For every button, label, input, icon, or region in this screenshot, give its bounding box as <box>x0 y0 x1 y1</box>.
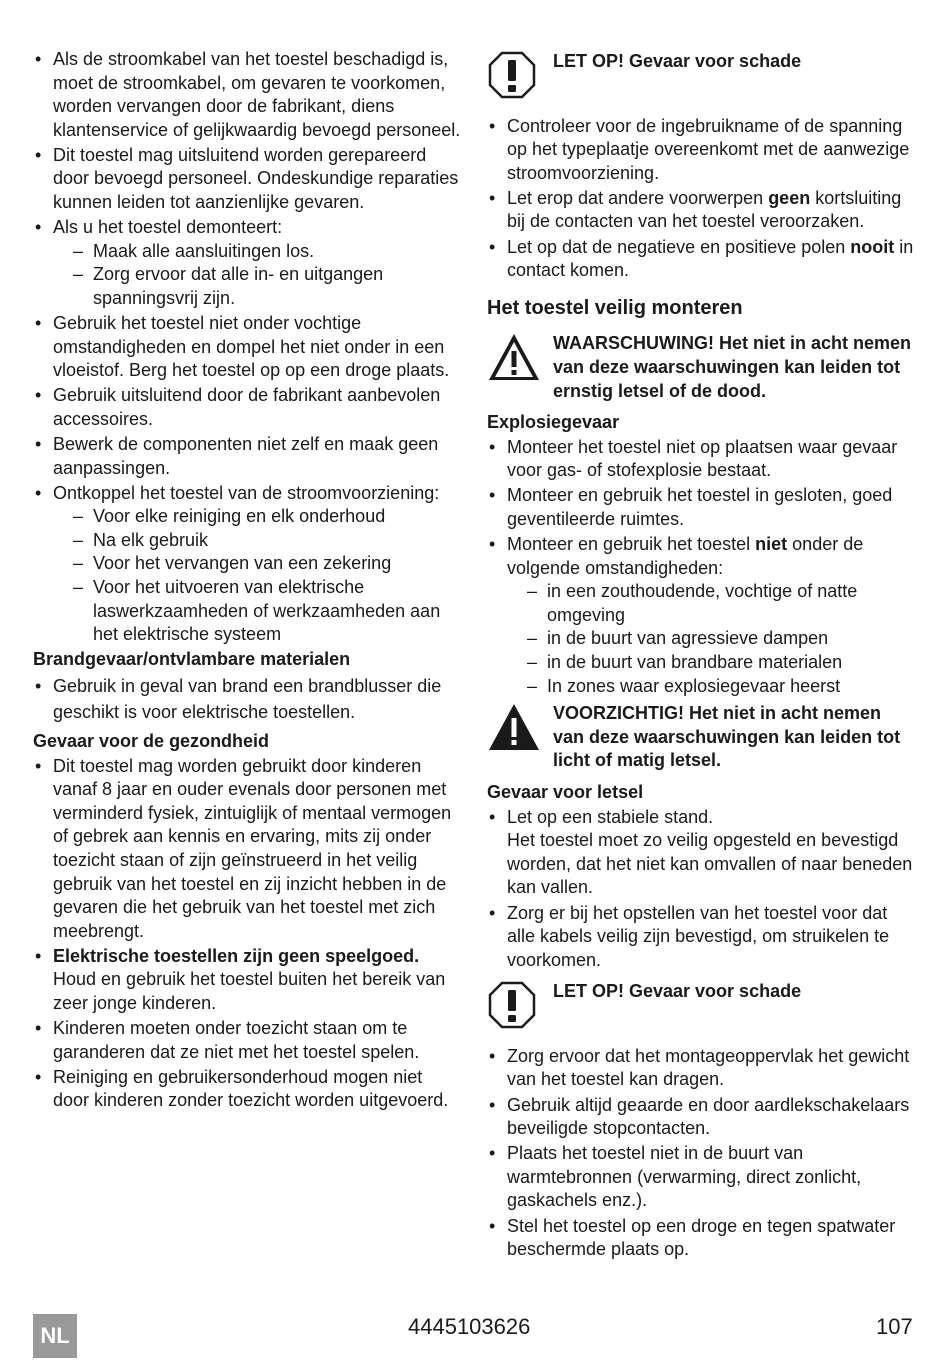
list-item: • Gebruik uitsluitend door de fabrikant aanbevolen accessoires. <box>33 384 463 431</box>
list-item: • Gebruik altijd geaarde en door aardlekschakelaars beveiligde stopcontacten. <box>487 1094 915 1141</box>
fire-hazard-heading: Brandgevaar/ontvlambare materialen <box>33 649 351 670</box>
toy-warning-text: Houd en gebruik het toestel buiten het bereik van zeer jonge kinderen. <box>53 969 446 1013</box>
sub-list-item: – Maak alle aansluitingen los. <box>53 240 463 264</box>
sub-list-item: – in een zouthoudende, vochtige of natte omgeving <box>507 580 915 627</box>
list-item <box>33 216 463 310</box>
general-safety-list <box>33 48 463 647</box>
list-item: • Zorg er bij het opstellen van het toestel voor dat alle kabels veilig zijn bevestigd, om struikelen te voorkomen. <box>487 902 915 973</box>
list-item: • Let op dat de negatieve en positieve polen nooit in contact komen. <box>487 236 915 283</box>
injury-hazard-heading: Gevaar voor letsel <box>487 782 644 803</box>
caution-triangle-icon <box>487 702 553 759</box>
sub-list-item: – In zones waar explosiegevaar heerst <box>507 675 915 699</box>
sub-list-item: – Voor elke reiniging en elk onderhoud <box>53 505 463 529</box>
list-item: • Monteer en gebruik het toestel in gesloten, goed geventileerde ruimtes. <box>487 484 915 531</box>
health-hazard-heading: Gevaar voor de gezondheid <box>33 730 270 751</box>
list-item: • Bewerk de componenten niet zelf en maak geen aanpassingen. <box>33 433 463 480</box>
section-title: Het toestel veilig monteren <box>487 296 743 319</box>
list-item: • Let op een stabiele stand. Het toestel moet zo veilig opgesteld en bevestigd worden, dat het niet kan omvallen of naar beneden kan vallen. <box>487 806 915 900</box>
sub-list <box>53 505 463 647</box>
health-hazard-list <box>33 755 463 1113</box>
notice-damage-1 <box>487 50 915 107</box>
document-number: 4445103626 <box>408 1314 531 1339</box>
list-item: • Dit toestel mag worden gebruikt door kinderen vanaf 8 jaar en ouder evenals door personen met verminderd fysiek, zintuiglijk of mentaal vermogen of gebrek aan kennis en ervaring, mits zij onder toezicht staan of zijn geïnstrueerd in het veilig gebruik van het toestel en zij inzicht hebben in de gevaren die het gebruik van het toestel met zich meebrengt. <box>33 755 463 944</box>
list-item <box>33 482 463 647</box>
right-column <box>487 48 915 1263</box>
caution-notice <box>487 702 915 773</box>
list-item: • Als de stroomkabel van het toestel beschadigd is, moet de stroomkabel, om gevaren te voorkomen, worden vervangen door de fabrikant, diens klantenservice of gelijkwaardig bevoegd personeel. <box>33 48 463 142</box>
list-item: • Zorg ervoor dat het montageoppervlak het gewicht van het toestel kan dragen. <box>487 1045 915 1092</box>
list-item: • Plaats het toestel niet in de buurt van warmtebronnen (verwarming, direct zonlicht, gaskachels enz.). <box>487 1142 915 1213</box>
notice-octagon-icon <box>487 980 553 1037</box>
list-item-text: Als u het toestel demonteert: <box>53 217 283 238</box>
caution-text: VOORZICHTIG! Het niet in acht nemen van deze waarschuwingen kan leiden tot licht of matig letsel. <box>553 703 901 771</box>
fire-hazard-list <box>33 673 463 725</box>
list-item: • Monteer het toestel niet op plaatsen waar gevaar voor gas- of stofexplosie bestaat. <box>487 436 915 483</box>
sub-list-item: – Na elk gebruik <box>53 529 463 553</box>
list-item <box>33 945 463 1016</box>
warning-triangle-icon <box>487 332 553 389</box>
explosion-hazard-heading: Explosiegevaar <box>487 412 620 433</box>
warning-notice <box>487 332 915 403</box>
list-item: • Stel het toestel op een droge en tegen spatwater beschermde plaats op. <box>487 1215 915 1262</box>
list-item: • Controleer voor de ingebruikname of de spanning op het typeplaatje overeenkomt met de aanwezige stroomvoorziening. <box>487 115 915 186</box>
warning-text: WAARSCHUWING! Het niet in acht nemen van deze waarschuwingen kan leiden tot ernstig letsel of de dood. <box>553 333 912 401</box>
list-item: • Monteer en gebruik het toestel niet onder de volgende omstandigheden: – in een zouthoudende, vochtige of natte omgeving – in de buurt van agressieve dampen – in de buurt van brandbare materialen – In zones waar explosiegevaar heerst <box>487 533 915 698</box>
list-item: • Reiniging en gebruikersonderhoud mogen niet door kinderen zonder toezicht worden uitgevoerd. <box>33 1066 463 1113</box>
list-item: • Let erop dat andere voorwerpen geen kortsluiting bij de contacten van het toestel veroorzaken. <box>487 187 915 234</box>
page-number: 107 <box>876 1314 913 1339</box>
list-item: • Kinderen moeten onder toezicht staan om te garanderen dat ze niet met het toestel spelen. <box>33 1017 463 1064</box>
notice-octagon-icon <box>487 50 553 107</box>
sub-list-item: – in de buurt van agressieve dampen <box>507 627 915 651</box>
sub-list-item: – in de buurt van brandbare materialen <box>507 651 915 675</box>
notice-title: LET OP! Gevaar voor schade <box>553 51 802 71</box>
left-column <box>33 48 463 1114</box>
sub-list-item: – Voor het vervangen van een zekering <box>53 552 463 576</box>
notice-title: LET OP! Gevaar voor schade <box>553 981 802 1002</box>
sub-list-item: – Voor het uitvoeren van elektrische laswerkzaamheden of werkzaamheden aan het elektrische systeem <box>53 576 463 647</box>
list-item-text: Ontkoppel het toestel van de stroomvoorziening: <box>53 482 440 503</box>
list-item: • Gebruik in geval van brand een brandblusser die geschikt is voor elektrische toestellen. <box>33 673 463 725</box>
damage-list-2 <box>487 1045 915 1262</box>
notice-damage-2 <box>487 980 915 1037</box>
sub-list <box>53 240 463 311</box>
list-item: • Gebruik het toestel niet onder vochtige omstandigheden en dompel het niet onder in een vloeistof. Berg het toestel op op een droge plaats. <box>33 312 463 383</box>
list-item: • Dit toestel mag uitsluitend worden gerepareerd door bevoegd personeel. Ondeskundige reparaties kunnen leiden tot aanzienlijke gevaren. <box>33 144 463 215</box>
language-badge: NL <box>33 1314 77 1358</box>
sub-list-item: – Zorg ervoor dat alle in- en uitgangen spanningsvrij zijn. <box>53 263 463 310</box>
toy-warning-bold: Elektrische toestellen zijn geen speelgoed. <box>53 945 420 966</box>
injury-hazard-list <box>487 806 915 973</box>
damage-list-1 <box>487 115 915 283</box>
sub-list <box>507 580 915 698</box>
explosion-hazard-list <box>487 436 915 699</box>
